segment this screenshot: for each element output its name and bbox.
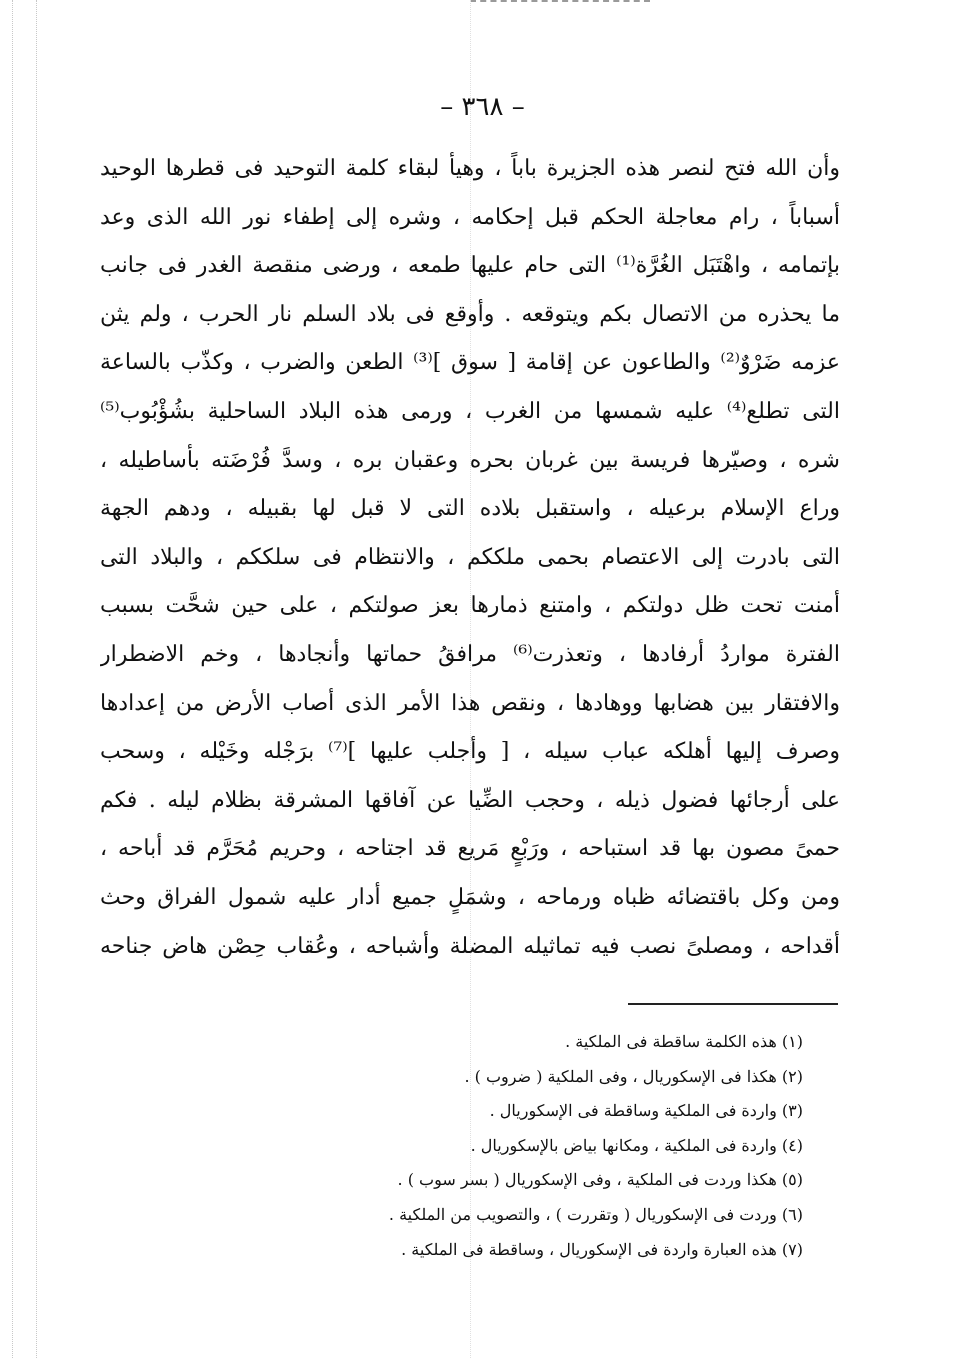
text-line: وأن الله فتح لنصر هذه الجزيرة باباً ، وهيأ لبقاء كلمة التوحيد فى قطرها الوحيد	[100, 156, 840, 181]
footnote: (١) هذه الكلمة ساقطة فى الملكية .	[565, 1032, 803, 1051]
scan-artifact-left-edge-inner	[36, 0, 37, 1358]
text-line: على أرجائها فضول ذيله ، وحجب الضِّيا عن آفاقها المشرقة بظلام ليله . فكم	[100, 787, 840, 813]
text-line: والافتقار بين هضابها ووهادها ، ونقص هذا الأمر الذى أصاب الأرض من إعدادها	[100, 690, 840, 716]
scan-artifact-top	[470, 0, 650, 8]
footnote-separator	[628, 1003, 838, 1005]
text-line: التى بادرت إلى الاعتصام بحمى ملككم ، والانتظام فى سلككم ، والبلاد التى	[100, 544, 840, 570]
text-line: وراع الإسلام برعيله ، واستقبل بلاده التى لا قبل لها بقبيله ، ودهم الجهة	[100, 496, 840, 522]
text-line: بإتمامه ، واهْتَبَل الغُرَّة⁽¹⁾ التى حام عليها طمعه ، ورضى منقصة الغدر فى جانب	[100, 253, 840, 279]
text-line: وصرف إليها أهلكه عباب سيله ، [ وأجلب عليها ]⁽⁷⁾ برَجْله وخَيْله ، وسحب	[100, 739, 840, 765]
main-text-block	[100, 145, 840, 971]
text-line: أقداحه ، ومصلىً نصب فيه تماثيله المضلة وأشباحه ، وعُقاب حِصْن هاض جناحه	[100, 933, 840, 959]
scan-artifact-left-edge	[12, 0, 13, 1358]
text-line: عزمه ضَرْوٌ⁽²⁾ والطاعون عن إقامة [ سوق ]⁽³⁾ الطعن والضرب ، وكذّب بالساعة	[100, 350, 840, 376]
footnote: (٥) هكذا وردت فى الملكية ، وفى الإسكوريال ( بسر سوب ) .	[397, 1170, 803, 1190]
footnote: (٤) واردة فى الملكية ، ومكانها بياض بالإسكوريال .	[470, 1135, 803, 1155]
page-number: – ٣٦٨ –	[440, 92, 525, 122]
text-line: شره ، وصيّرها فريسة بين غربان بحره وعقبان بره ، وسدَّ فُرْضَته بأساطيله ،	[100, 447, 840, 473]
footnote: (٧) هذه العبارة واردة فى الإسكوريال ، وساقطة فى الملكية .	[401, 1239, 803, 1259]
footnote: (٦) وردت فى الإسكوريال ( وتقررت ) ، والتصويب من الملكية .	[388, 1204, 803, 1224]
text-line: التى تطلع⁽⁴⁾ عليه شمسها من الغرب ، ورمى هذه البلاد الساحلية بشُؤْبُوب⁽⁵⁾	[100, 398, 840, 424]
footnote: (٣) واردة فى الملكية وساقطة فى الإسكوريال .	[489, 1101, 803, 1121]
text-line: أسباباً ، رام معاجلة الحكم قبل إحكامه ، وشره إلى إطفاء نور الله الذى وعد	[100, 204, 840, 230]
text-line: ومن وكل باقتضائه ظباه ورماحه ، وشمَلٍ جميع أدار عليه شمول الفراق وحث	[100, 884, 840, 910]
text-line: أمنت تحت ظل دولتكم ، وامتنع ذمارها بعز صولتكم ، على حين شحَّت بسبب	[100, 593, 840, 619]
text-line: الفترة مواردُ أرفادها ، وتعذرت⁽⁶⁾ مرافقُ حماتها وأنجادها ، وخم الاضطرار	[100, 641, 840, 667]
text-line: حمىً مصون بها قد استباحه ، ورَبْعٍ مَريع قد اجتاحه ، وحريم مُحَرَّم قد أباحه ،	[100, 836, 840, 862]
footnote: (٢) هكذا فى الإسكوريال ، وفى الملكية ( ضروب ) .	[464, 1066, 803, 1086]
text-line: ما يحذره من الاتصال بكم ويتوقعه . وأوقع فى بلاد السلم نار الحرب ، ولم يثن	[100, 301, 840, 327]
footnotes	[200, 1025, 803, 1267]
